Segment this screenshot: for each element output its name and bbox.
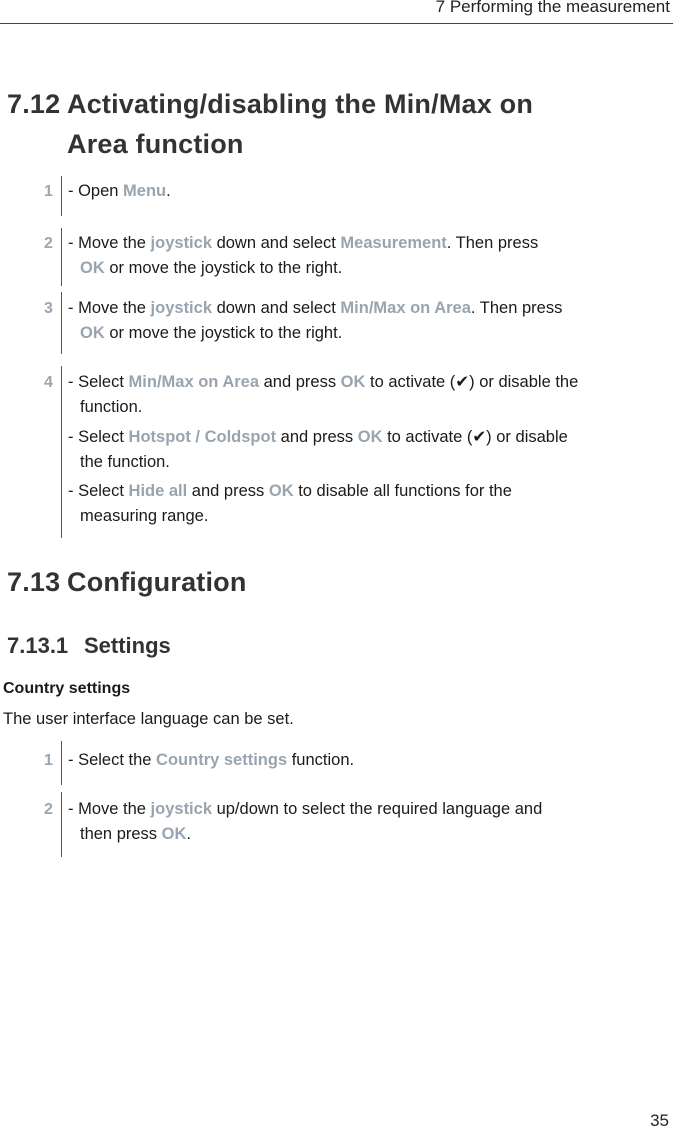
step-text-cont: OK or move the joystick to the right. [80,259,343,277]
ui-term: Country settings [156,751,288,769]
ui-term: joystick [150,234,212,252]
section-title-line1: Activating/disabling the Min/Max on [67,89,534,119]
section-title: Settings [84,633,171,658]
step-text: - Open Menu. [68,182,171,200]
step-rule [61,792,62,857]
ui-term: Hide all [128,482,188,500]
section-title: Configuration [67,567,247,597]
ui-term: OK [357,428,383,446]
sub-heading: Country settings [3,680,131,697]
header-rule [0,23,673,24]
step-number: 2 [44,801,53,818]
ui-term: Min/Max on Area [340,299,471,317]
step-rule [61,741,62,785]
step-rule [61,292,62,354]
step-number: 1 [44,752,53,769]
ui-term: Measurement [340,234,447,252]
running-header: 7 Performing the measurement [435,0,670,16]
step-text-cont: the function. [80,453,170,471]
ui-term: OK [80,324,105,342]
step-number: 4 [44,374,53,391]
section-7-13-1-heading [7,633,171,659]
section-number: 7.13.1 [7,633,69,658]
intro-text: The user interface language can be set. [3,710,294,728]
ui-term: Menu [123,182,167,200]
step-text-cont: OK or move the joystick to the right. [80,324,343,342]
step-rule [61,366,62,538]
step-rule [61,176,62,216]
step-text: - Move the joystick down and select Min/Max on Area. Then press [68,299,563,317]
step-text: - Select Hide all and press OK to disable all functions for the [68,482,512,500]
ui-term: joystick [150,299,212,317]
section-title-line2: Area function [67,129,244,159]
step-text: - Move the joystick up/down to select the required language and [68,800,543,818]
ui-term: Hotspot / Coldspot [128,428,277,446]
step-number: 2 [44,235,53,252]
ui-term: joystick [150,800,212,818]
section-number: 7.13 [7,567,61,597]
step-rule [61,228,62,286]
section-7-12-heading [7,84,534,159]
section-7-13-heading [7,562,247,602]
ui-term: OK [268,482,294,500]
step-text-cont: function. [80,398,143,416]
step-number: 3 [44,300,53,317]
step-text: - Select the Country settings function. [68,751,355,769]
step-number: 1 [44,183,53,200]
ui-term: OK [80,259,105,277]
step-text: - Select Min/Max on Area and press OK to activate (✔) or disable the [68,373,579,391]
ui-term: OK [161,825,187,843]
page-number: 35 [650,1111,669,1130]
section-number: 7.12 [7,89,61,119]
step-text: - Select Hotspot / Coldspot and press OK to activate (✔) or disable [68,428,568,446]
step-text: - Move the joystick down and select Measurement. Then press [68,234,539,252]
step-text-cont: measuring range. [80,507,209,525]
ui-term: Min/Max on Area [128,373,260,391]
step-text-cont: then press OK. [80,825,191,843]
ui-term: OK [340,373,366,391]
